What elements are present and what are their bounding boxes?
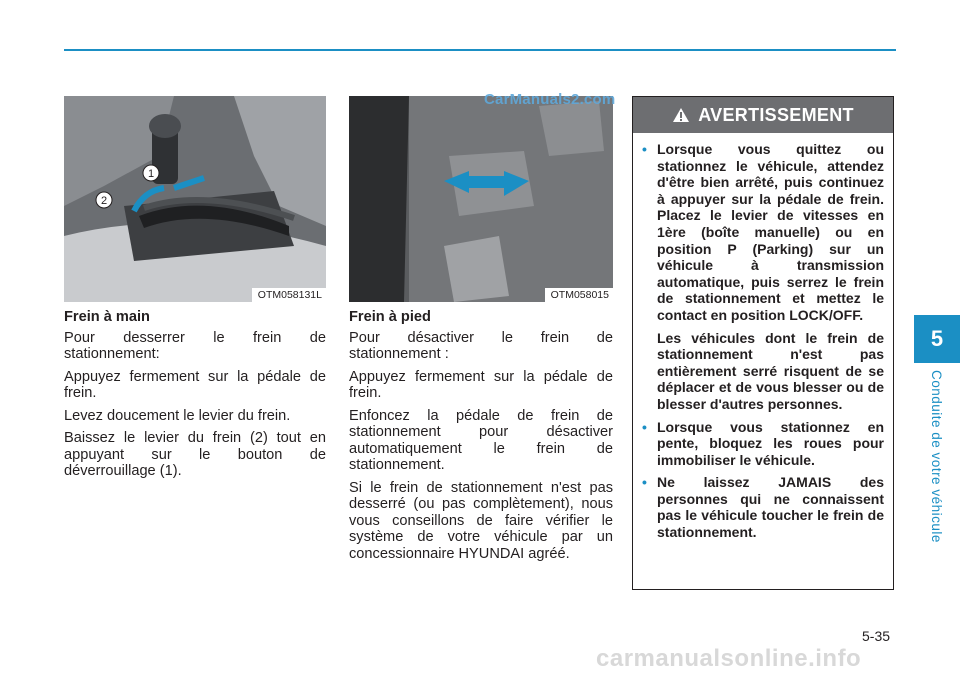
- page-number: 5-35: [862, 628, 891, 644]
- paragraph: Appuyez fermement sur la pédale de frein.: [64, 368, 326, 401]
- marker-1: 1: [147, 168, 155, 180]
- watermark: CarManuals2.com: [484, 91, 616, 108]
- chapter-number: 5: [914, 315, 960, 363]
- bullet-icon: •: [642, 474, 647, 491]
- section-heading: Frein à pied: [349, 309, 431, 325]
- section-heading: Frein à main: [64, 309, 150, 325]
- hand-brake-photo: [64, 96, 326, 302]
- foot-brake-section: [349, 309, 613, 568]
- figure-code: OTM058015: [545, 288, 613, 302]
- warning-text: Lorsque vous quittez ou stationnez le véhicule, attendez d'être bien arrêté, puis continuez à appuyer sur la pédale de frein. Placez le levier de vitesses en 1ère (boîte manuelle) ou en position P (Parking) sur un véhicule à transmission automatique, puis serrez le frein de stationnement et mettez le contact en position LOCK/OFF.: [657, 141, 884, 323]
- paragraph: Levez doucement le levier du frein.: [64, 407, 291, 424]
- warning-item: [642, 141, 884, 413]
- warning-header: [633, 97, 893, 133]
- warning-triangle-icon: [672, 107, 690, 123]
- warning-text: Ne laissez JAMAIS des personnes qui ne connaissent pas le véhicule toucher le frein de stationnement.: [657, 474, 884, 541]
- warning-item: [642, 419, 884, 469]
- warning-text: Lorsque vous stationnez en pente, bloquez les roues pour immobiliser le véhicule.: [657, 418, 884, 468]
- hand-brake-section: [64, 309, 326, 486]
- bullet-icon: •: [642, 141, 647, 157]
- paragraph: Pour desserrer le frein de stationnement:: [64, 329, 326, 362]
- foot-brake-photo: [349, 96, 613, 302]
- warning-box: [632, 96, 894, 590]
- warning-text: Les véhicules dont le frein de stationnement n'est pas entièrement serré risquent de se déplacer et de vous blesser ou de blesser d'autres personnes.: [657, 329, 884, 412]
- paragraph: Si le frein de stationnement n'est pas desserré (ou pas complètement), nous vous conseillons de faire vérifier le système de votre véhicule par un concessionnaire HYUNDAI agréé.: [349, 479, 613, 562]
- warning-item: [642, 474, 884, 540]
- bullet-icon: •: [642, 418, 647, 435]
- marker-2: 2: [100, 195, 108, 207]
- warning-title: AVERTISSEMENT: [698, 104, 854, 125]
- top-rule: [64, 49, 896, 51]
- paragraph: Baissez le levier du frein (2) tout en appuyant sur le bouton de déverrouillage (1).: [64, 430, 326, 479]
- paragraph: Pour désactiver le frein de stationnement :: [349, 329, 613, 362]
- paragraph: Enfoncez la pédale de frein de stationnement pour désactiver automatiquement le frein de stationnement.: [349, 407, 613, 473]
- paragraph: Appuyez fermement sur la pédale de frein.: [349, 368, 613, 401]
- footer-site: carmanualsonline.info: [596, 645, 862, 672]
- figure-code: OTM058131L: [252, 288, 326, 302]
- chapter-title: Conduite de votre véhicule: [929, 370, 944, 543]
